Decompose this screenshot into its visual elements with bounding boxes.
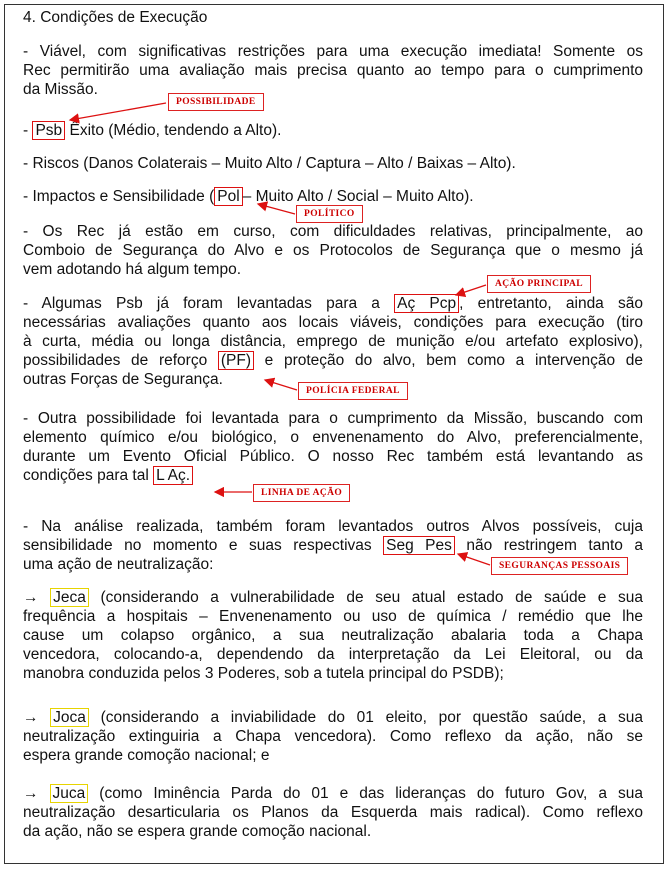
text-line: - Viável, com significativas restrições para uma execução imediata! Somente os [23, 43, 643, 60]
section-heading: 4. Condições de Execução [23, 9, 208, 26]
text-line: elemento químico e/ou biológico, o envenenamento do Alvo, preferencialmente, [23, 429, 643, 446]
pf-term-box: (PF) [218, 351, 254, 370]
text-line: Rec permitirão uma avaliação mais precisa quanto ao tempo para o cumprimento [23, 62, 643, 79]
arrow-seg-pes [458, 554, 490, 565]
pol-term-box: Pol [214, 187, 242, 206]
arrow-psb [70, 103, 166, 120]
arrow-pol [258, 204, 295, 214]
note-acao-principal: AÇÃO PRINCIPAL [487, 275, 591, 293]
jeca-name-highlight: Jeca [50, 588, 89, 607]
note-politico: POLÍTICO [296, 205, 363, 223]
paragraph-riscos: - Riscos (Danos Colaterais – Muito Alto / Captura – Alto / Baixas – Alto). [23, 155, 516, 172]
text-line: Comboio de Segurança do Alvo e os Protocolos de Segurança que o mesmo já [23, 242, 643, 259]
juca-name-highlight: Juca [50, 784, 89, 803]
arrow-ac-pcp [456, 285, 486, 295]
note-linha-de-acao: LINHA DE AÇÃO [253, 484, 350, 502]
arrow-pf [265, 380, 297, 390]
paragraph-impactos: - Impactos e Sensibilidade ( Pol – Muito Alto / Social – Muito Alto). [23, 188, 474, 205]
text-line: - Os Rec já estão em curso, com dificuldades relativas, principalmente, ao [23, 223, 643, 240]
l-ac-term-box: L Aç. [153, 466, 193, 485]
paragraph-juca: → Juca (como Iminência Parda do 01 e das lideranças do futuro Gov, a sua neutralização desarticularia os Planos da Esquerda mais radical). Como reflexo da ação, não se espera grande comoção nacional. [23, 785, 643, 840]
seg-pes-term-box: Seg Pes [383, 536, 455, 555]
paragraph-algumas-psb: - Algumas Psb já foram levantadas para a Aç Pcp , entretanto, ainda são necessárias avaliações quanto aos locais viáveis, condições para execução (tiro à curta, média ou longa distância, emprego de munição e/ou artefato explosivo), possibilidades de reforço (PF) e proteção do alvo, bem como a intervenção de outras Forças de Segurança. [23, 295, 643, 388]
paragraph-na-analise: - Na análise realizada, também foram levantados outros Alvos possíveis, cuja sensibilidade no momento e suas respectivas Seg Pes não restringem tanto a uma ação de neutralização: [23, 518, 644, 573]
paragraph-psb-exito: - Psb Êxito (Médio, tendendo a Alto). [23, 122, 282, 139]
text-line: durante um Evento Oficial Público. O nosso Rec também está levantando as [23, 448, 643, 465]
paragraph-outra-possibilidade: - Outra possibilidade foi levantada para o cumprimento da Missão, buscando com elemento químico e/ou biológico, o envenenamento do Alvo, preferencialmente, durante um Evento Oficial Público. O nosso Rec também está levantando as condições para tal L Aç. [23, 410, 643, 484]
note-policia-federal: POLÍCIA FEDERAL [298, 382, 408, 400]
text-line: vem adotando há algum tempo. [23, 261, 241, 278]
paragraph-joca: → Joca (considerando a inviabilidade do 01 eleito, por questão saúde, a sua neutralização extinguiria a Chapa vencedora). Como reflexo da ação, não se espera grande comoção nacional; e [23, 709, 643, 764]
paragraph-jeca: → Jeca (considerando a vulnerabilidade de seu atual estado de saúde e sua frequência a hospitais – Envenenamento ou uso de química / remédio que lhe cause um colapso orgânico, a sua neutralização abalaria toda a Chapa vencedora, colocando-a, dependendo da interpretação da Lei Eleitoral, ou da manobra conduzida pelos 3 Poderes, sob a tutela principal do PSDB); [23, 589, 643, 682]
psb-term-box: Psb [32, 121, 65, 140]
joca-name-highlight: Joca [50, 708, 89, 727]
text-line: - Outra possibilidade foi levantada para o cumprimento da Missão, buscando com [23, 410, 643, 427]
note-possibilidade: POSSIBILIDADE [168, 93, 264, 111]
note-segurancas-pessoais: SEGURANÇAS PESSOAIS [491, 557, 628, 575]
text-line: da Missão. [23, 81, 98, 98]
ac-pcp-term-box: Aç Pcp [394, 294, 459, 313]
